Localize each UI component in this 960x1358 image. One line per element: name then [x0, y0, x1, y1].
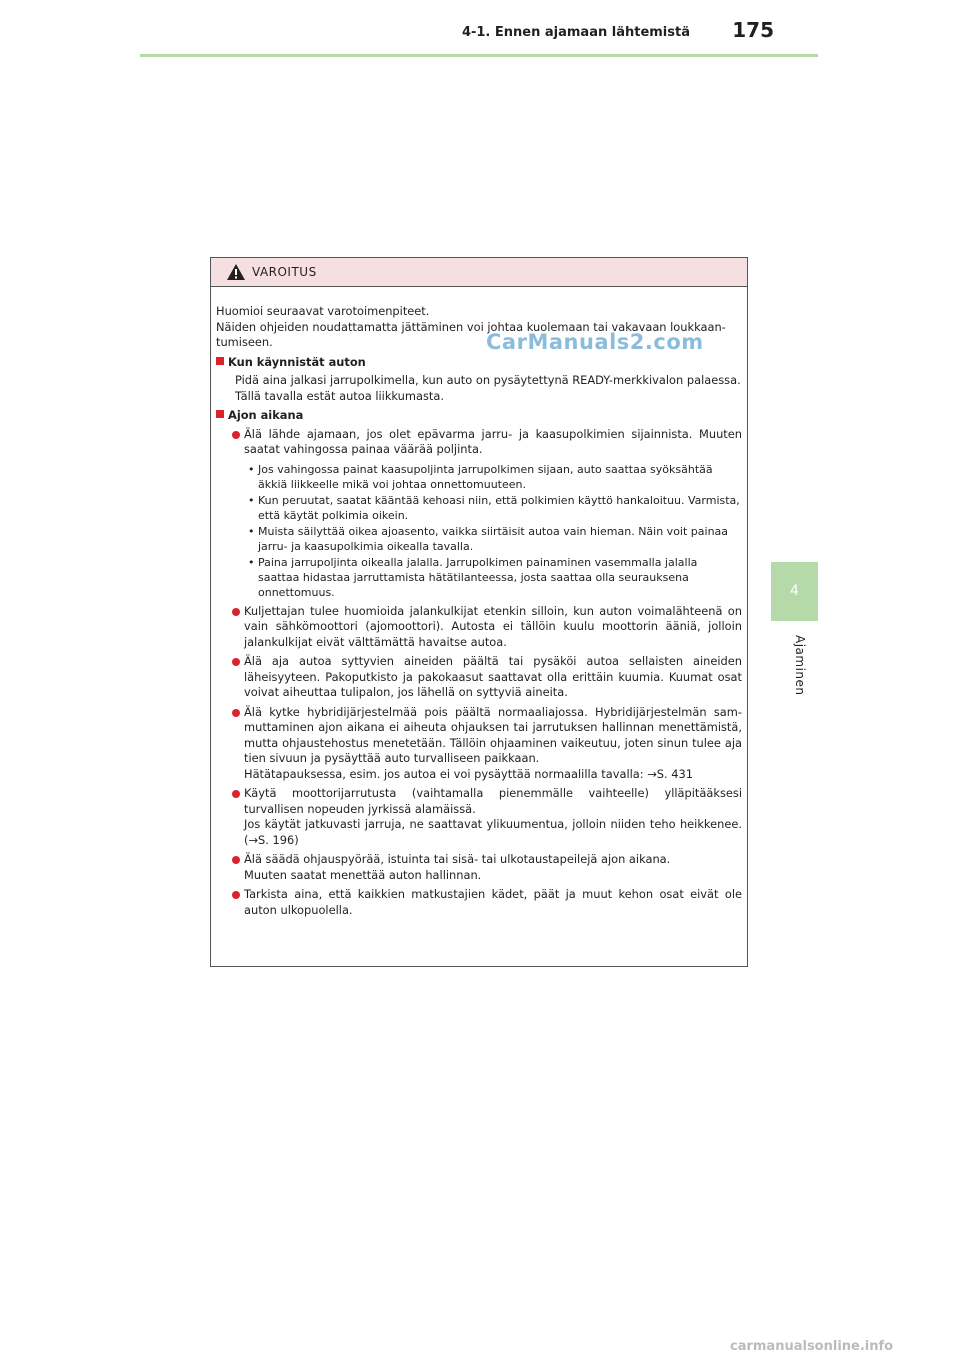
page-number: 175 [732, 18, 774, 42]
sub-list-item [216, 462, 742, 492]
sub-list [216, 462, 742, 600]
bullet-dot-icon [232, 856, 240, 864]
bullet-dot-icon [232, 608, 240, 616]
sub-bullet-icon: • [248, 555, 255, 569]
watermark-logo: CarManuals2.com [486, 330, 704, 354]
list-item-text: Älä säädä ohjauspyörää, istuinta tai sisä- tai ulkotaustapeilejä ajon aikana. [244, 852, 671, 866]
section-text: Pidä aina jalkasi jarrupolkimella, kun auto on pysäytettynä READY-merkkivalon palaessa. Tällä tavalla estät autoa liikkumasta. [235, 373, 741, 403]
section-heading [216, 355, 742, 371]
chapter-label: Ajaminen [793, 634, 807, 696]
list-item-text: Kuljettajan tulee huomioida jalankulkijat etenkin silloin, kun auton voimalähteenä on vain sähkömoottori (ajomoottori). Autosta ei tällöin kuulu moottorin ääniä, jolloin jalankulkijat eivät välttämättä havaitse autoa. [244, 603, 742, 649]
sub-item-text: Kun peruutat, saatat kääntää kehoasi niin, että polkimien käyttö hankaloituu. Varmista, että käytät polkimia oikein. [258, 493, 740, 522]
sub-list-item [216, 524, 742, 554]
list-item [216, 705, 742, 783]
sub-bullet-icon: • [248, 462, 255, 476]
sub-item-text: Jos vahingossa painat kaasupoljinta jarrupolkimen sijaan, auto saattaa syöksähtää äkkiä liikkeelle mikä voi johtaa onnettomuuteen. [258, 462, 713, 491]
warning-body [211, 287, 747, 918]
list-item-text: Tarkista aina, että kaikkien matkustajien kädet, päät ja muut kehon osat eivät ole auton ulkopuolella. [244, 887, 742, 917]
warning-triangle-icon [226, 263, 246, 281]
list-item-text: Älä aja autoa syttyvien aineiden päältä tai pysäköi autoa sellaisten aineiden läheisyyteen. Pakoputkisto ja pakokaasut saattavat olla erittäin kuumia. Kuumat osat voivat aiheuttaa tulipalon, jos lähellä on syttyviä aineita. [244, 654, 742, 699]
sub-list-item [216, 555, 742, 600]
page-reference-link[interactable]: Hätätapauksessa, esim. jos autoa ei voi pysäyttää normaalilla tavalla: →S. 431 [244, 766, 693, 781]
sub-item-text: Paina jarrupoljinta oikealla jalalla. Jarrupolkimen painaminen vasemmalla jalalla saattaa hidastaa jarruttamista hätätilanteessa, josta saattaa olla seurauksena onnettomuus. [258, 555, 698, 599]
header-rule [140, 54, 818, 57]
list-item-text: Älä lähde ajamaan, jos olet epävarma jarru- ja kaasupolkimien sijainnista. Muuten saatat vahingossa painaa väärää poljinta. [244, 426, 742, 456]
section-title: 4-1. Ennen ajamaan lähtemistä [461, 25, 690, 40]
list-item [216, 604, 742, 651]
list-item [216, 887, 742, 918]
section-heading-text: Kun käynnistät auton [228, 354, 366, 369]
chapter-tab[interactable]: 4 [771, 562, 818, 621]
intro-line: Näiden ohjeiden noudattamatta jättäminen voi johtaa kuolemaan tai vakavaan loukkaan-tumiseen. [216, 319, 726, 349]
square-bullet-icon [216, 357, 224, 365]
footer-watermark: carmanualsonline.info [730, 1339, 894, 1354]
warning-header [211, 258, 747, 287]
list-item-text: Käytä moottorijarrutusta (vaihtamalla pienemmälle vaihteelle) ylläpitääksesi turvallisen nopeuden jyrkissä alamäissä. [244, 786, 742, 816]
section-heading-text: Ajon aikana [228, 408, 304, 422]
list-item [216, 427, 742, 458]
warning-title: VAROITUS [252, 265, 317, 279]
list-item-text: Muuten saatat menettää auton hallinnan. [244, 867, 482, 882]
list-item-text: Älä kytke hybridijärjestelmää pois päältä normaaliajossa. Hybridijärjestelmän sam-muttaminen ajon aikana ei aiheuta ohjauksen tai jarrutuksen hallinnan menettämistä, mutta ohjaustehostus menetetään. Tällöin ohjaaminen vaikeutuu, joten sinun tulee aja tien sivuun ja pysäyttää auto turvalliseen paikkaan. [244, 704, 742, 765]
bullet-dot-icon [232, 891, 240, 899]
page-header [140, 0, 820, 247]
sub-bullet-icon: • [248, 493, 255, 507]
bullet-dot-icon [232, 431, 240, 439]
sub-bullet-icon: • [248, 524, 255, 538]
bullet-dot-icon [232, 790, 240, 798]
list-item [216, 852, 742, 883]
intro-line: Huomioi seuraavat varotoimenpiteet. [216, 304, 430, 318]
page-reference-link[interactable]: Jos käytät jatkuvasti jarruja, ne saattavat ylikuumentua, jolloin niiden teho heikkenee. (→S. 196) [244, 817, 742, 847]
section-heading [216, 408, 742, 424]
list-item [216, 654, 742, 701]
bullet-dot-icon [232, 709, 240, 717]
list-item [216, 786, 742, 848]
square-bullet-icon [216, 410, 224, 418]
sub-item-text: Muista säilyttää oikea ajoasento, vaikka siirtäisit autoa vain hieman. Näin voit painaa jarru- ja kaasupolkimia oikealla tavalla. [258, 524, 729, 553]
warning-box [210, 257, 748, 967]
bullet-dot-icon [232, 658, 240, 666]
sub-list-item [216, 493, 742, 523]
